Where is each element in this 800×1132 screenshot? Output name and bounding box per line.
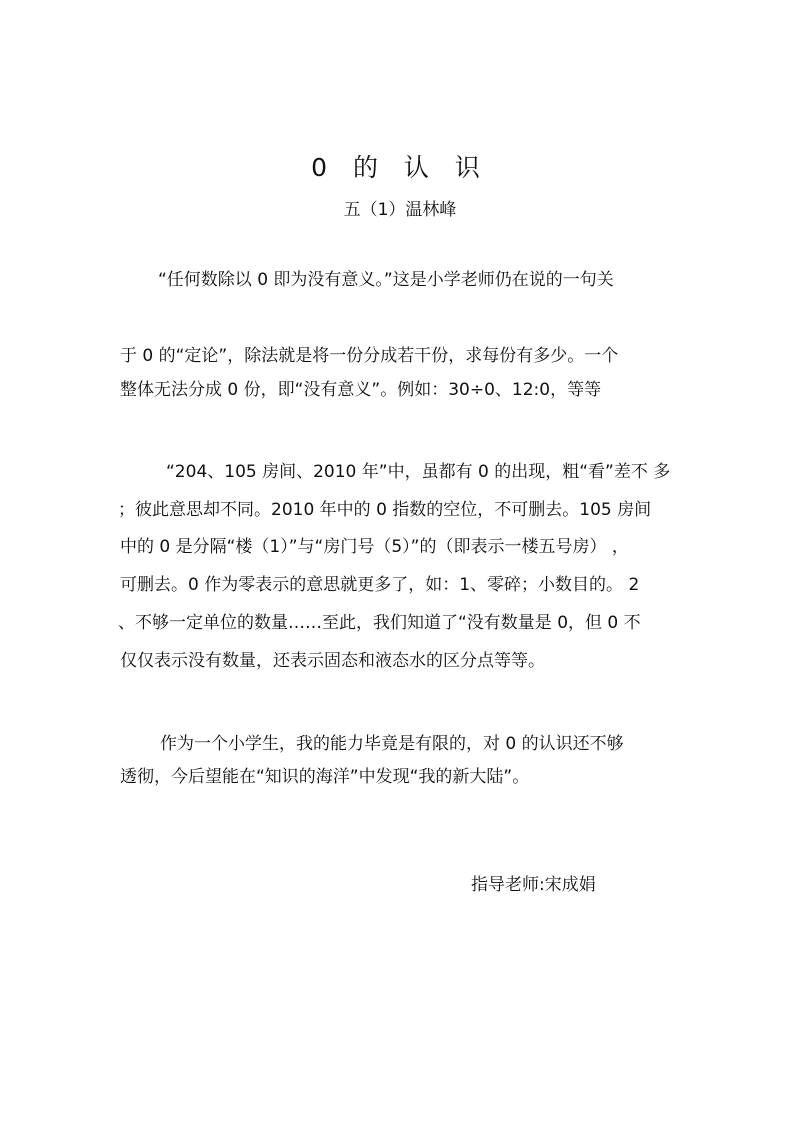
paragraph-line: 整体无法分成 0 份，即“没有意义”。例如：30÷0、12:0，等等 [120,380,602,400]
supervisor-signature: 指导老师:宋成娟 [471,875,596,895]
author-line: 五（1）温林峰 [343,200,457,220]
paragraph-line: “204、105 房间、2010 年”中，虽都有 0 的出现，粗“看”差不 多 [166,462,671,482]
paragraph-line: 作为一个小学生，我的能力毕竟是有限的，对 0 的认识还不够 [160,734,624,754]
paragraph-line: 可删去。0 作为零表示的意思就更多了，如：1、零碎；小数目的。 2 [120,575,640,595]
paragraph-line: 于 0 的“定论”，除法就是将一份分成若干份，求每份有多少。一个 [120,346,619,366]
document-title: 0 的 认 识 [311,153,489,182]
paragraph-line: 中的 0 是分隔“楼（1）”与“房门号（5）”的（即表示一楼五号房） ， [120,537,629,557]
paragraph-line: “任何数除以 0 即为没有意义。”这是小学老师仍在说的一句关 [158,270,614,290]
paragraph-line: 透彻，今后望能在“知识的海洋”中发现“我的新大陆”。 [120,767,530,787]
paragraph-line: ；彼此意思却不同。2010 年中的 0 指数的空位，不可删去。105 房间 [118,500,652,520]
paragraph-line: 仅仅表示没有数量，还表示固态和液态水的区分点等等。 [120,651,545,671]
paragraph-line: 、不够一定单位的数量……至此，我们知道了“没有数量是 0，但 0 不 [118,613,641,633]
